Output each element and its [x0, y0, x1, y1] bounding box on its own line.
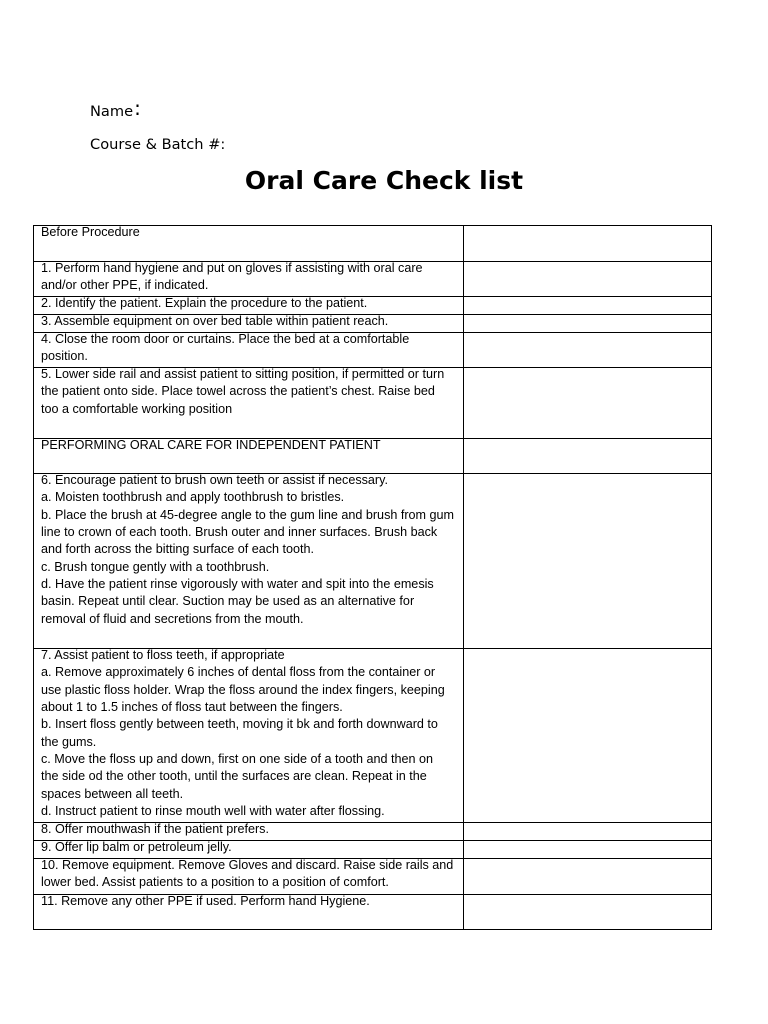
- step-line: position.: [41, 349, 88, 364]
- step-line: and/or other PPE, if indicated.: [41, 278, 209, 293]
- step-cell: [34, 333, 463, 367]
- check-cell: [463, 859, 711, 894]
- section-heading: PERFORMING ORAL CARE FOR INDEPENDENT PATIENT: [41, 438, 381, 452]
- step-line: about 1 to 1.5 inches of floss taut between the fingers.: [41, 700, 343, 715]
- step-cell: [34, 823, 463, 840]
- check-cell: [463, 315, 711, 332]
- step-cell: [34, 895, 463, 929]
- step-cell: [34, 649, 463, 822]
- step-cell: [34, 262, 463, 296]
- course-batch-label: Course & Batch #:: [90, 136, 226, 153]
- row-before-procedure-heading: [34, 226, 711, 261]
- step-line: use plastic floss holder. Wrap the floss around the index fingers, keeping: [41, 682, 445, 697]
- step-line: spaces between all teeth.: [41, 786, 184, 801]
- row-step-9: [34, 840, 711, 858]
- checklist-table: [33, 225, 712, 930]
- check-cell: [463, 895, 711, 929]
- step-line: and forth across the bitting surface of each tooth.: [41, 542, 315, 557]
- step-line: 6. Encourage patient to brush own teeth or assist if necessary.: [41, 473, 388, 487]
- check-cell: [463, 333, 711, 367]
- row-step-7: [34, 648, 711, 822]
- row-step-3: [34, 314, 711, 332]
- step-cell: [34, 315, 463, 332]
- step-line: b. Place the brush at 45-degree angle to the gum line and brush from gum: [41, 507, 455, 522]
- section-heading-cell: [34, 439, 463, 473]
- row-step-8: [34, 822, 711, 840]
- step-cell: [34, 368, 463, 438]
- step-line: basin. Repeat until clear. Suction may be used as an alternative for: [41, 594, 415, 609]
- step-cell: [34, 474, 463, 648]
- check-cell: [463, 368, 711, 438]
- step-line: the gums.: [41, 734, 97, 749]
- name-colon: :: [134, 96, 141, 120]
- step-line: too a comfortable working position: [41, 401, 233, 416]
- step-line: 1. Perform hand hygiene and put on gloves if assisting with oral care: [41, 261, 423, 275]
- row-step-1: [34, 261, 711, 296]
- step-line: 11. Remove any other PPE if used. Perform hand Hygiene.: [41, 894, 370, 908]
- step-line: a. Moisten toothbrush and apply toothbrush to bristles.: [41, 490, 345, 505]
- name-label-text: Name: [90, 103, 134, 120]
- check-cell: [463, 439, 711, 473]
- step-line: c. Move the floss up and down, first on one side of a tooth and then on: [41, 752, 434, 767]
- step-line: b. Insert floss gently between teeth, moving it bk and forth downward to: [41, 717, 438, 732]
- step-cell: [34, 297, 463, 314]
- row-step-4: [34, 332, 711, 367]
- row-step-10: [34, 858, 711, 894]
- step-line: line to crown of each tooth. Brush outer and inner surfaces. Brush back: [41, 525, 438, 540]
- page-title: Oral Care Check list: [244, 166, 524, 195]
- check-cell: [463, 649, 711, 822]
- check-cell: [463, 474, 711, 648]
- row-step-11: [34, 894, 711, 929]
- step-line: 8. Offer mouthwash if the patient prefers.: [41, 822, 269, 836]
- step-line: 5. Lower side rail and assist patient to sitting position, if permitted or turn: [41, 367, 445, 381]
- step-line: 7. Assist patient to floss teeth, if appropriate: [41, 648, 285, 662]
- check-cell: [463, 841, 711, 858]
- check-cell: [463, 297, 711, 314]
- step-line: lower bed. Assist patients to a position to a position of comfort.: [41, 875, 389, 890]
- step-line: a. Remove approximately 6 inches of dental floss from the container or: [41, 665, 436, 680]
- step-line: 4. Close the room door or curtains. Place the bed at a comfortable: [41, 332, 410, 346]
- row-step-6: [34, 473, 711, 648]
- section-heading: Before Procedure: [41, 225, 140, 239]
- step-cell: [34, 841, 463, 858]
- step-line: the patient onto side. Place towel across the patient’s chest. Raise bed: [41, 384, 435, 399]
- name-label: [90, 96, 141, 122]
- step-line: 3. Assemble equipment on over bed table within patient reach.: [41, 314, 389, 328]
- row-step-2: [34, 296, 711, 314]
- step-line: 9. Offer lip balm or petroleum jelly.: [41, 840, 232, 854]
- step-line: removal of fluid and secretions from the mouth.: [41, 611, 304, 626]
- step-line: d. Have the patient rinse vigorously with water and spit into the emesis: [41, 577, 434, 592]
- step-line: c. Brush tongue gently with a toothbrush.: [41, 559, 270, 574]
- row-independent-patient-heading: [34, 438, 711, 473]
- step-line: d. Instruct patient to rinse mouth well with water after flossing.: [41, 804, 385, 819]
- check-cell: [463, 823, 711, 840]
- step-line: 2. Identify the patient. Explain the procedure to the patient.: [41, 296, 368, 310]
- step-line: the side od the other tooth, until the surfaces are clean. Repeat in the: [41, 769, 427, 784]
- section-heading-cell: [34, 226, 463, 261]
- row-step-5: [34, 367, 711, 438]
- step-cell: [34, 859, 463, 894]
- check-cell: [463, 262, 711, 296]
- step-line: 10. Remove equipment. Remove Gloves and discard. Raise side rails and: [41, 858, 454, 872]
- check-cell: [463, 226, 711, 261]
